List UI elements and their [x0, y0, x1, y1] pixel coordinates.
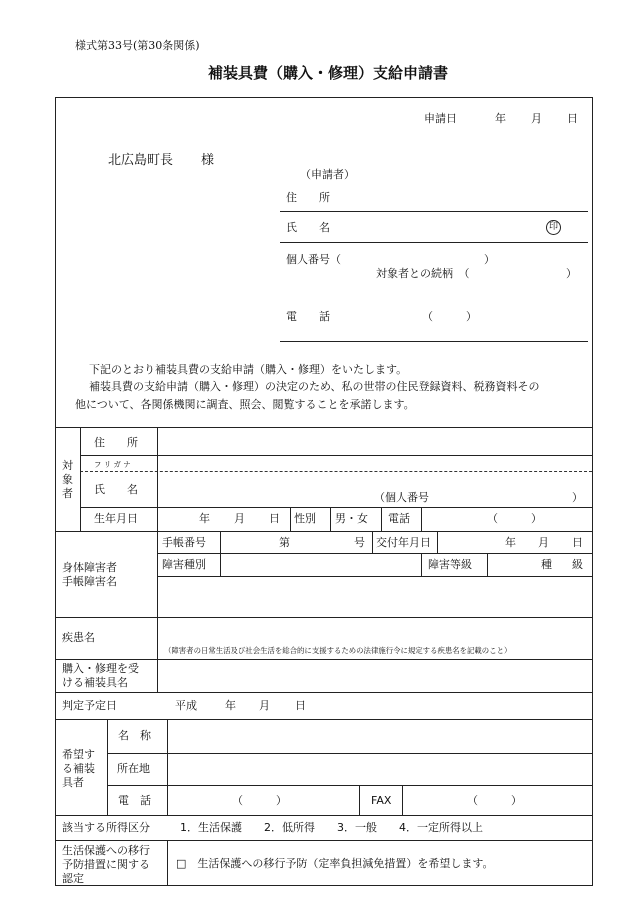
statement-line-3: 他について、各関係機関に調査、照会、閲覧することを承諾します。 [75, 398, 415, 411]
col-line [107, 719, 108, 816]
issue-month: 月 [538, 536, 549, 549]
row-line [107, 753, 593, 754]
row-line [55, 815, 593, 816]
transition-label-1: 生活保護への移行 [62, 844, 150, 857]
disability-label-2: 手帳障害名 [62, 575, 117, 588]
vendor-label-1: 希望す [62, 748, 95, 761]
col-line [290, 507, 291, 532]
subject-dob-month: 月 [234, 512, 245, 525]
col-line [220, 531, 221, 577]
device-label-1: 購入・修理を受 [62, 662, 139, 675]
col-line [372, 531, 373, 554]
application-month: 月 [531, 112, 542, 125]
subject-phone-paren: （ ） [487, 512, 542, 525]
col-line [359, 785, 360, 816]
addressee: 北広島町長 [108, 153, 174, 168]
disability-label-1: 身体障害者 [62, 561, 117, 574]
disability-type-label: 障害種別 [162, 558, 206, 571]
col-line [330, 507, 331, 532]
subject-name-label: 氏 名 [94, 483, 138, 496]
subject-phone-label: 電話 [388, 512, 410, 525]
vendor-label-3: 具者 [62, 776, 84, 789]
applicant-mynumber-label: 個人番号（ [286, 253, 341, 266]
col-line [402, 785, 403, 816]
notebook-gou: 号 [354, 536, 365, 549]
row-line [55, 840, 593, 841]
row-line [55, 617, 593, 618]
subject-label-2: 象 [62, 473, 73, 486]
income-options[interactable]: 1．生活保護 2．低所得 3．一般 4．一定所得以上 [180, 821, 483, 834]
row-line [55, 692, 593, 693]
row-line [55, 427, 593, 428]
subject-label-1: 対 [62, 459, 73, 472]
subject-dob-day: 日 [269, 512, 280, 525]
relation-label: 対象者との続柄 （ [376, 267, 470, 280]
row-line [55, 531, 593, 532]
col-line [167, 719, 168, 816]
transition-label-2: 予防措置に関する [62, 858, 150, 871]
disease-note: （障害者の日常生活及び社会生活を総合的に支援するための法律施行令に規定する疾患名を記載のこと） [164, 646, 512, 655]
subject-sex-options[interactable]: 男・女 [335, 512, 368, 525]
judgment-month: 月 [259, 699, 270, 712]
applicant-address-line[interactable] [280, 211, 588, 212]
subject-mynumber-label: （個人番号 [374, 491, 429, 504]
notebook-dai: 第 [279, 536, 290, 549]
vendor-fax-paren: （ ） [467, 794, 522, 807]
application-date-label: 申請日 [424, 112, 457, 125]
row-line [55, 719, 593, 720]
subject-furigana-label: フ リ ガ ナ [94, 460, 131, 469]
col-line [157, 427, 158, 693]
form-number: 様式第33号(第30条関係) [75, 39, 200, 52]
income-label: 該当する所得区分 [62, 821, 150, 834]
vendor-phone-paren: （ ） [232, 794, 287, 807]
judgment-day: 日 [295, 699, 306, 712]
subject-dob-label: 生年月日 [94, 512, 138, 525]
disability-grade-label: 障害等級 [428, 558, 472, 571]
relation-close: ） [566, 267, 577, 280]
frame-top [55, 97, 593, 98]
row-line [55, 659, 593, 660]
frame-bottom [55, 885, 593, 886]
judgment-label: 判定予定日 [62, 699, 117, 712]
vendor-name-label: 名 称 [118, 729, 151, 742]
device-label-2: ける補装具名 [62, 676, 128, 689]
disease-label: 疾患名 [62, 631, 95, 644]
applicant-address-label: 住 所 [286, 191, 330, 204]
subject-mynumber-close: ） [572, 491, 583, 504]
vendor-location-label: 所在地 [117, 762, 150, 775]
subject-address-label: 住 所 [94, 436, 138, 449]
col-line [167, 840, 168, 886]
applicant-label: （申請者） [300, 168, 355, 181]
application-day: 日 [567, 112, 578, 125]
addressee-honorific: 様 [201, 153, 215, 168]
vendor-phone-label: 電 話 [118, 794, 151, 807]
applicant-phone-label: 電 話 [286, 310, 330, 323]
col-line [487, 553, 488, 577]
grade-kyu: 級 [572, 558, 583, 571]
transition-checkbox[interactable]: □ 生活保護への移行予防（定率負担減免措置）を希望します。 [176, 857, 494, 870]
col-line [421, 553, 422, 577]
issue-day: 日 [572, 536, 583, 549]
judgment-era: 平成 [175, 699, 197, 712]
applicant-mynumber-close: ） [484, 253, 495, 266]
notebook-number-label: 手帳番号 [162, 536, 206, 549]
subject-label-3: 者 [62, 487, 73, 500]
applicant-name-line[interactable] [280, 242, 588, 243]
subject-dob-year: 年 [199, 512, 210, 525]
applicant-phone-paren: （ ） [422, 310, 477, 323]
issue-date-label: 交付年月日 [376, 536, 431, 549]
judgment-year: 年 [225, 699, 236, 712]
col-line [381, 507, 382, 532]
col-line [421, 507, 422, 532]
col-line [80, 427, 81, 532]
frame-left [55, 97, 56, 886]
applicant-name-label: 氏 名 [286, 221, 330, 234]
row-line [157, 553, 593, 554]
row-line [107, 785, 593, 786]
col-line [437, 531, 438, 554]
frame-right [592, 97, 593, 886]
statement-line-2: 補装具費の支給申請（購入・修理）の決定のため、私の世帯の住民登録資料、税務資料その [89, 380, 540, 393]
statement-line-1: 下記のとおり補装具費の支給申請（購入・修理）をいたします。 [89, 363, 408, 376]
issue-year: 年 [505, 536, 516, 549]
application-year: 年 [495, 112, 506, 125]
transition-label-3: 認定 [62, 872, 84, 885]
subject-sex-label: 性別 [294, 512, 316, 525]
grade-shu: 種 [541, 558, 552, 571]
vendor-fax-label: FAX [371, 794, 392, 807]
page-title: 補装具費（購入・修理）支給申請書 [208, 64, 449, 82]
applicant-phone-line[interactable] [280, 341, 588, 342]
row-line [157, 576, 593, 577]
vendor-label-2: る補装 [62, 762, 95, 775]
seal-mark: 印 [546, 220, 561, 235]
